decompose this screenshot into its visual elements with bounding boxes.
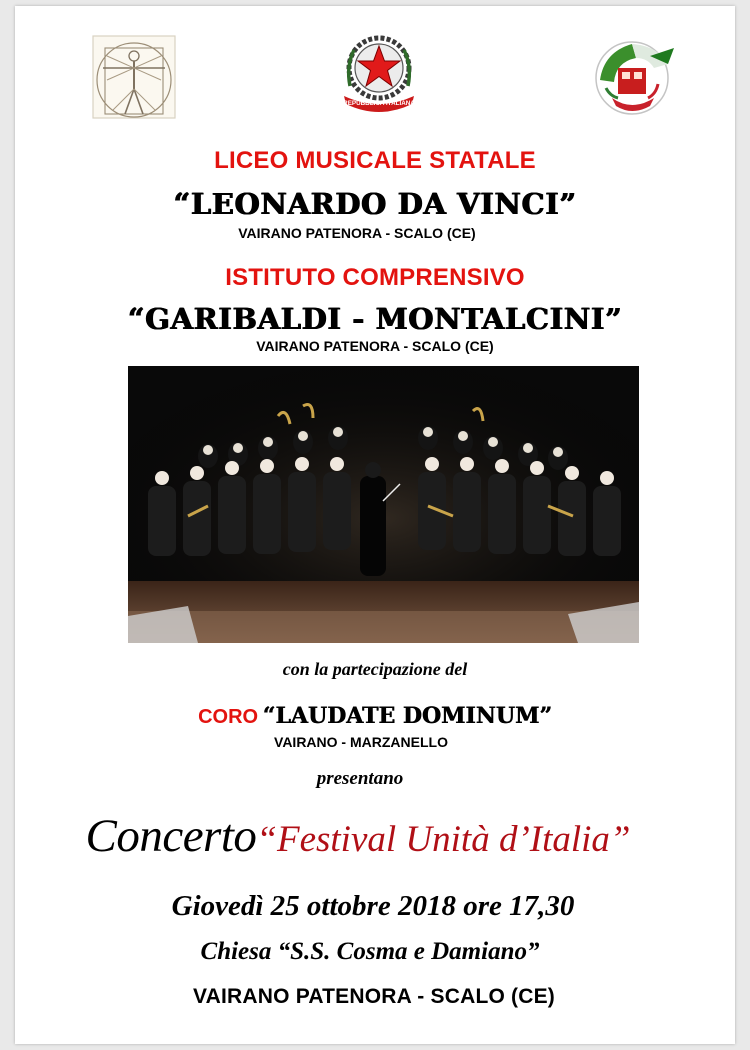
event-place: VAIRANO PATENORA - SCALO (CE) xyxy=(192,985,555,1008)
school2-location: VAIRANO PATENORA - SCALO (CE) xyxy=(256,338,494,354)
school2-title: ISTITUTO COMPRENSIVO xyxy=(225,264,525,291)
concerto-word: Concerto xyxy=(85,810,257,862)
school1-location: VAIRANO PATENORA - SCALO (CE) xyxy=(238,225,476,241)
participation-intro: con la partecipazione del xyxy=(282,659,468,679)
festival-name: “Festival Unità d’Italia” xyxy=(256,819,631,860)
vitruvian-man-logo xyxy=(91,34,177,120)
school-logo xyxy=(588,34,678,118)
school1-name: “LEONARDO DA VINCI” xyxy=(173,187,577,221)
concert-band-photo xyxy=(128,366,639,643)
coro-name: “LAUDATE DOMINUM” xyxy=(262,703,552,729)
event-date: Giovedì 25 ottobre 2018 ore 17,30 xyxy=(171,890,575,922)
event-title-line xyxy=(0,809,718,863)
event-church: Chiesa “S.S. Cosma e Damiano” xyxy=(200,938,540,965)
school2-name: “GARIBALDI - MONTALCINI” xyxy=(127,302,623,336)
school1-title: LICEO MUSICALE STATALE xyxy=(214,147,536,174)
coro-label: CORO xyxy=(198,706,259,728)
emblem-text: REPUBBLICA ITALIANA xyxy=(343,100,415,107)
poster-page xyxy=(15,6,735,1044)
repubblica-italiana-emblem xyxy=(338,30,420,116)
coro-location: VAIRANO - MARZANELLO xyxy=(274,734,448,750)
coro-line xyxy=(15,703,735,729)
presentano-text: presentano xyxy=(316,768,404,789)
